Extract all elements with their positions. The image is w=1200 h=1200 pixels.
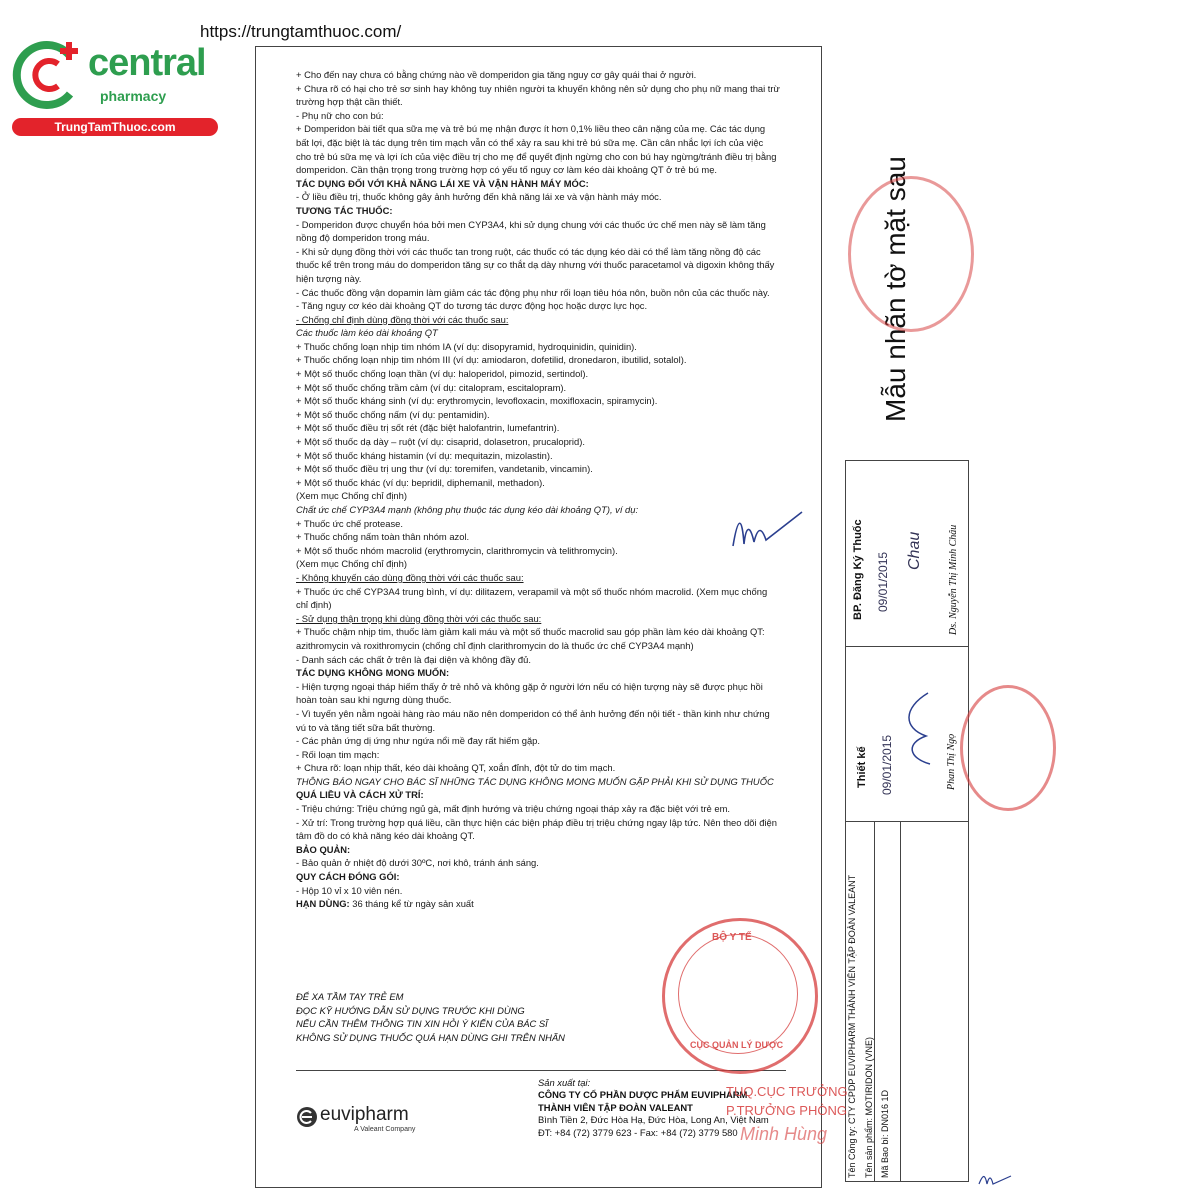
logo-sub: pharmacy <box>100 88 167 104</box>
leaflet-line: - Hộp 10 vỉ x 10 viên nén. <box>296 884 403 896</box>
company-stamp <box>848 176 974 332</box>
leaflet-line: Các thuốc làm kéo dài khoảng QT <box>296 327 438 339</box>
signature-mark <box>728 506 808 556</box>
expiry-label: HẠN DÙNG: <box>296 898 350 910</box>
panel-divider <box>846 646 968 647</box>
section-heading: TÁC DỤNG ĐỐI VỚI KHẢ NĂNG LÁI XE VÀ VẬN HÀNH MÁY MÓC: <box>296 177 589 189</box>
expiry-value: 36 tháng kể từ ngày sản xuất <box>349 898 474 910</box>
section-heading: TƯƠNG TÁC THUỐC: <box>296 204 393 216</box>
warning-line: ĐỂ XA TẦM TAY TRẺ EM <box>296 991 404 1002</box>
leaflet-line: - Phụ nữ cho con bú: <box>296 109 384 121</box>
leaflet-line: + Domperidon bài tiết qua sữa mẹ và trẻ bú mẹ nhận được ít hơn 0,1% liều theo cân nặng của mẹ. Các tác dụng bất lợi, đặc biệt là tác dụng trên tim mạch vẫn có thể xảy ra sau khi trẻ bú sữa mẹ. Cần cân nhắc lợi ích của việc cho trẻ bú sữa mẹ và lợi ích của việc điều trị cho mẹ để quyết định ngừng cho con bú hay ngừng/tránh điều trị bằng domperidon. Cần thận trọng trong trường hợp có yếu tố nguy cơ làm kéo dài khoảng QT ở trẻ bú mẹ. <box>296 123 777 176</box>
design-date: 09/01/2015 <box>880 734 894 795</box>
leaflet-line: + Chưa rõ: loạn nhịp thất, kéo dài khoảng QT, xoắn đỉnh, đột tử do tim mạch. <box>296 762 616 774</box>
manufacturer-group: THÀNH VIÊN TẬP ĐOÀN VALEANT <box>538 1101 693 1113</box>
leaflet-line: + Một số thuốc chống loạn thần (ví dụ: haloperidol, pimozid, sertindol). <box>296 368 589 380</box>
leaflet-line: + Thuốc chống loạn nhịp tim nhóm III (ví dụ: amiodaron, dofetilid, dronedaron, ibutilid, sotalol). <box>296 354 687 366</box>
design-signature-mark <box>898 688 938 768</box>
section-heading: QUY CÁCH ĐÓNG GÓI: <box>296 871 400 883</box>
reg-name: Ds. Nguyễn Thị Minh Châu <box>948 524 959 635</box>
leaflet-line: (Xem mục Chống chỉ định) <box>296 490 407 502</box>
manufacturer-address: Bình Tiền 2, Đức Hòa Hạ, Đức Hòa, Long An, Việt Nam <box>538 1114 769 1126</box>
leaflet-line: Chất ức chế CYP3A4 mạnh (không phụ thuộc tác dụng kéo dài khoảng QT), ví dụ: <box>296 504 639 515</box>
product-line: Tên sản phẩm: MOTIRIDON (VNE) <box>864 1036 874 1178</box>
section-heading: QUÁ LIỀU VÀ CÁCH XỬ TRÍ: <box>296 789 424 801</box>
leaflet-line: - Bảo quản ở nhiệt độ dưới 30ºC, nơi khô, tránh ánh sáng. <box>296 857 539 869</box>
stamp-sign-line2: P.TRƯỞNG PHÒNG <box>726 1103 847 1118</box>
label-title: Mẫu nhãn tờ mặt sau <box>880 156 911 422</box>
warning-line: KHÔNG SỬ DỤNG THUỐC QUÁ HẠN DÙNG GHI TRÊN NHÃN <box>296 1031 565 1043</box>
leaflet-line: - Rối loạn tim mạch: <box>296 748 380 760</box>
panel-divider <box>846 821 968 822</box>
central-pharmacy-logo <box>10 38 220 138</box>
stamp-signature: Minh Hùng <box>740 1124 828 1144</box>
leaflet-line: + Thuốc chậm nhịp tim, thuốc làm giảm kali máu và một số thuốc macrolid sau góp phần làm kéo dài khoảng QT: azithromycin và roxithromycin (chống chỉ định clarithromycin do là thuốc ức chế CYP3A4 mạnh) <box>296 626 765 651</box>
central-c-icon <box>10 38 84 112</box>
section-heading <box>296 897 780 911</box>
reg-date: 09/01/2015 <box>876 551 890 612</box>
leaflet-line: + Một số thuốc khác (ví dụ: bepridil, diphemanil, methadon). <box>296 476 545 488</box>
leaflet-line: - Danh sách các chất ở trên là đại diện và không đầy đủ. <box>296 653 531 665</box>
euvipharm-logo <box>296 1104 426 1138</box>
section-heading: BẢO QUẢN: <box>296 843 351 855</box>
manufacturer-label: Sản xuất tại: <box>538 1077 591 1088</box>
leaflet-line: - Khi sử dụng đồng thời với các thuốc tan trong ruột, các thuốc có tác dụng kéo dài có thể làm tăng nồng độ các thuốc kể trên trong máu do domperidon tăng sự co thắt dạ dày nhưng với thuốc paracetamol và digoxin không thấy hiện tượng này. <box>296 245 775 284</box>
panel-divider <box>900 821 901 1181</box>
logo-word: central <box>88 42 206 84</box>
leaflet-line: - Tăng nguy cơ kéo dài khoảng QT do tương tác dược động học hoặc dược lực học. <box>296 300 648 312</box>
logo-bar: TrungTamThuoc.com <box>12 118 218 136</box>
warning-line: NẾU CẦN THÊM THÔNG TIN XIN HỎI Ý KIẾN CỦA BÁC SĨ <box>296 1018 548 1029</box>
leaflet-line: (Xem mục Chống chỉ định) <box>296 558 407 570</box>
warnings-block <box>296 990 616 1044</box>
manufacturer-phone: ĐT: +84 (72) 3779 623 - Fax: +84 (72) 3779 580 <box>538 1126 738 1138</box>
euvipharm-word: euvipharm <box>320 1104 409 1125</box>
leaflet-line: - Vì tuyến yên nằm ngoài hàng rào máu não nên domperidon có thể ảnh hưởng đến nội tiết - thần kinh như chứng vú to và tăng tiết sữa bất thường. <box>296 707 770 733</box>
leaflet-line: + Một số thuốc nhóm macrolid (erythromycin, clarithromycin và telithromycin). <box>296 544 618 556</box>
reg-signature: Chau <box>906 531 923 570</box>
ministry-stamp-inner <box>678 934 798 1054</box>
leaflet-line: - Ở liều điều trị, thuốc không gây ảnh hưởng đến khả năng lái xe và vận hành máy móc. <box>296 191 662 203</box>
source-url[interactable]: https://trungtamthuoc.com/ <box>200 22 402 41</box>
warning-line: ĐỌC KỸ HƯỚNG DẪN SỬ DỤNG TRƯỚC KHI DÙNG <box>296 1004 525 1016</box>
leaflet-line: - Xử trí: Trong trường hợp quá liều, cần thực hiện các biện pháp điều trị triệu chứng ngay lập tức. Nên theo dõi điện tâm đồ do có khả năng kéo dài khoảng QT. <box>296 816 777 842</box>
euvipharm-sub: A Valeant Company <box>354 1126 416 1133</box>
leaflet-line: + Một số thuốc chống nấm (ví dụ: pentamidin). <box>296 408 490 420</box>
leaflet-line: + Một số thuốc dạ dày – ruột (ví dụ: cisaprid, dolasetron, prucaloprid). <box>296 436 585 448</box>
leaflet-line: - Domperidon được chuyển hóa bởi men CYP3A4, khi sử dụng chung với các thuốc ức chế men này sẽ làm tăng nồng độ domperidon trong máu. <box>296 218 766 244</box>
section-heading: TÁC DỤNG KHÔNG MONG MUỐN: <box>296 667 450 679</box>
leaflet-line: - Không khuyến cáo dùng đồng thời với các thuốc sau: <box>296 571 524 583</box>
leaflet-line: + Một số thuốc kháng sinh (ví dụ: erythromycin, levofloxacin, moxifloxacin, spiramycin). <box>296 395 658 407</box>
panel-divider <box>874 821 875 1181</box>
divider <box>296 1070 786 1071</box>
package-code-line: Mã Bao bì: DN016 1D <box>880 1089 890 1178</box>
company-line: Tên Công ty: CTY CPDP EUVIPHARM THÀNH VIÊN TẬP ĐOÀN VALEANT <box>847 874 857 1178</box>
leaflet-line: THÔNG BÁO NGAY CHO BÁC SĨ NHỮNG TÁC DỤNG KHÔNG MONG MUỐN GẶP PHẢI KHI SỬ DỤNG THUỐC <box>296 775 774 787</box>
leaflet-line: + Thuốc chống loạn nhịp tim nhóm IA (ví dụ: disopyramid, hydroquinidin, quinidin). <box>296 340 637 352</box>
leaflet-line: - Triệu chứng: Triệu chứng ngủ gà, mất định hướng và triệu chứng ngoại tháp xảy ra đặc biệt với trẻ em. <box>296 803 730 815</box>
manufacturer-name: CÔNG TY CỔ PHẦN DƯỢC PHẨM EUVIPHARM <box>538 1089 748 1101</box>
design-name: Phan Thị Ngọ <box>946 733 957 790</box>
leaflet-line: + Chưa rõ có hại cho trẻ sơ sinh hay không tuy nhiên người ta khuyến không nên sử dụng cho phụ nữ mang thai trừ trường hợp thật cần thiết. <box>296 82 780 108</box>
edge-stamp <box>960 685 1056 811</box>
stamp-ministry: BỘ Y TẾ <box>712 932 752 943</box>
leaflet-line: + Cho đến nay chưa có bằng chứng nào về domperidon gia tăng nguy cơ gây quái thai ở người. <box>296 69 697 80</box>
leaflet-line: + Một số thuốc điều trị sốt rét (đặc biệt halofantrin, lumefantrin). <box>296 422 560 434</box>
leaflet-line: - Hiện tượng ngoại tháp hiếm thấy ở trẻ nhỏ và không gặp ở người lớn nếu có hiện tượng này sẽ được phục hồi hoàn toàn sau khi ngưng dùng thuốc. <box>296 680 763 706</box>
leaflet-line: + Một số thuốc điều trị ung thư (ví dụ: toremifen, vandetanib, vincamin). <box>296 463 593 475</box>
reg-label: BP. Đăng Ký Thuốc <box>852 519 864 620</box>
leaflet-line: + Thuốc ức chế CYP3A4 trung bình, ví dụ: dilitazem, verapamil và một số thuốc nhóm macrolid. (Xem mục chống chỉ định) <box>296 585 768 611</box>
leaflet-line: - Các thuốc đồng vận dopamin làm giảm các tác động phụ như rối loạn tiêu hóa nôn, buồn nôn của các thuốc này. <box>296 286 770 298</box>
leaflet-line: + Thuốc ức chế protease. <box>296 517 403 529</box>
stamp-dept: CỤC QUẢN LÝ DƯỢC <box>690 1040 784 1050</box>
leaflet-line: - Sử dụng thận trọng khi dùng đồng thời với các thuốc sau: <box>296 612 542 624</box>
leaflet-line: + Thuốc chống nấm toàn thân nhóm azol. <box>296 531 470 543</box>
leaflet-line: + Một số thuốc kháng histamin (ví dụ: mequitazin, mizolastin). <box>296 449 553 461</box>
euvipharm-e-icon <box>296 1106 318 1128</box>
stamp-sign-line1: TUQ.CỤC TRƯỞNG <box>726 1084 848 1099</box>
design-label: Thiết kế <box>856 746 868 788</box>
corner-mark <box>975 1170 1015 1190</box>
leaflet-line: - Chống chỉ định dùng đồng thời với các thuốc sau: <box>296 313 509 325</box>
leaflet-line: + Một số thuốc chống trầm cảm (ví dụ: citalopram, escitalopram). <box>296 381 567 393</box>
leaflet-body <box>296 68 780 911</box>
leaflet-line: - Các phản ứng dị ứng như ngứa nổi mề đay rất hiếm gặp. <box>296 735 540 747</box>
